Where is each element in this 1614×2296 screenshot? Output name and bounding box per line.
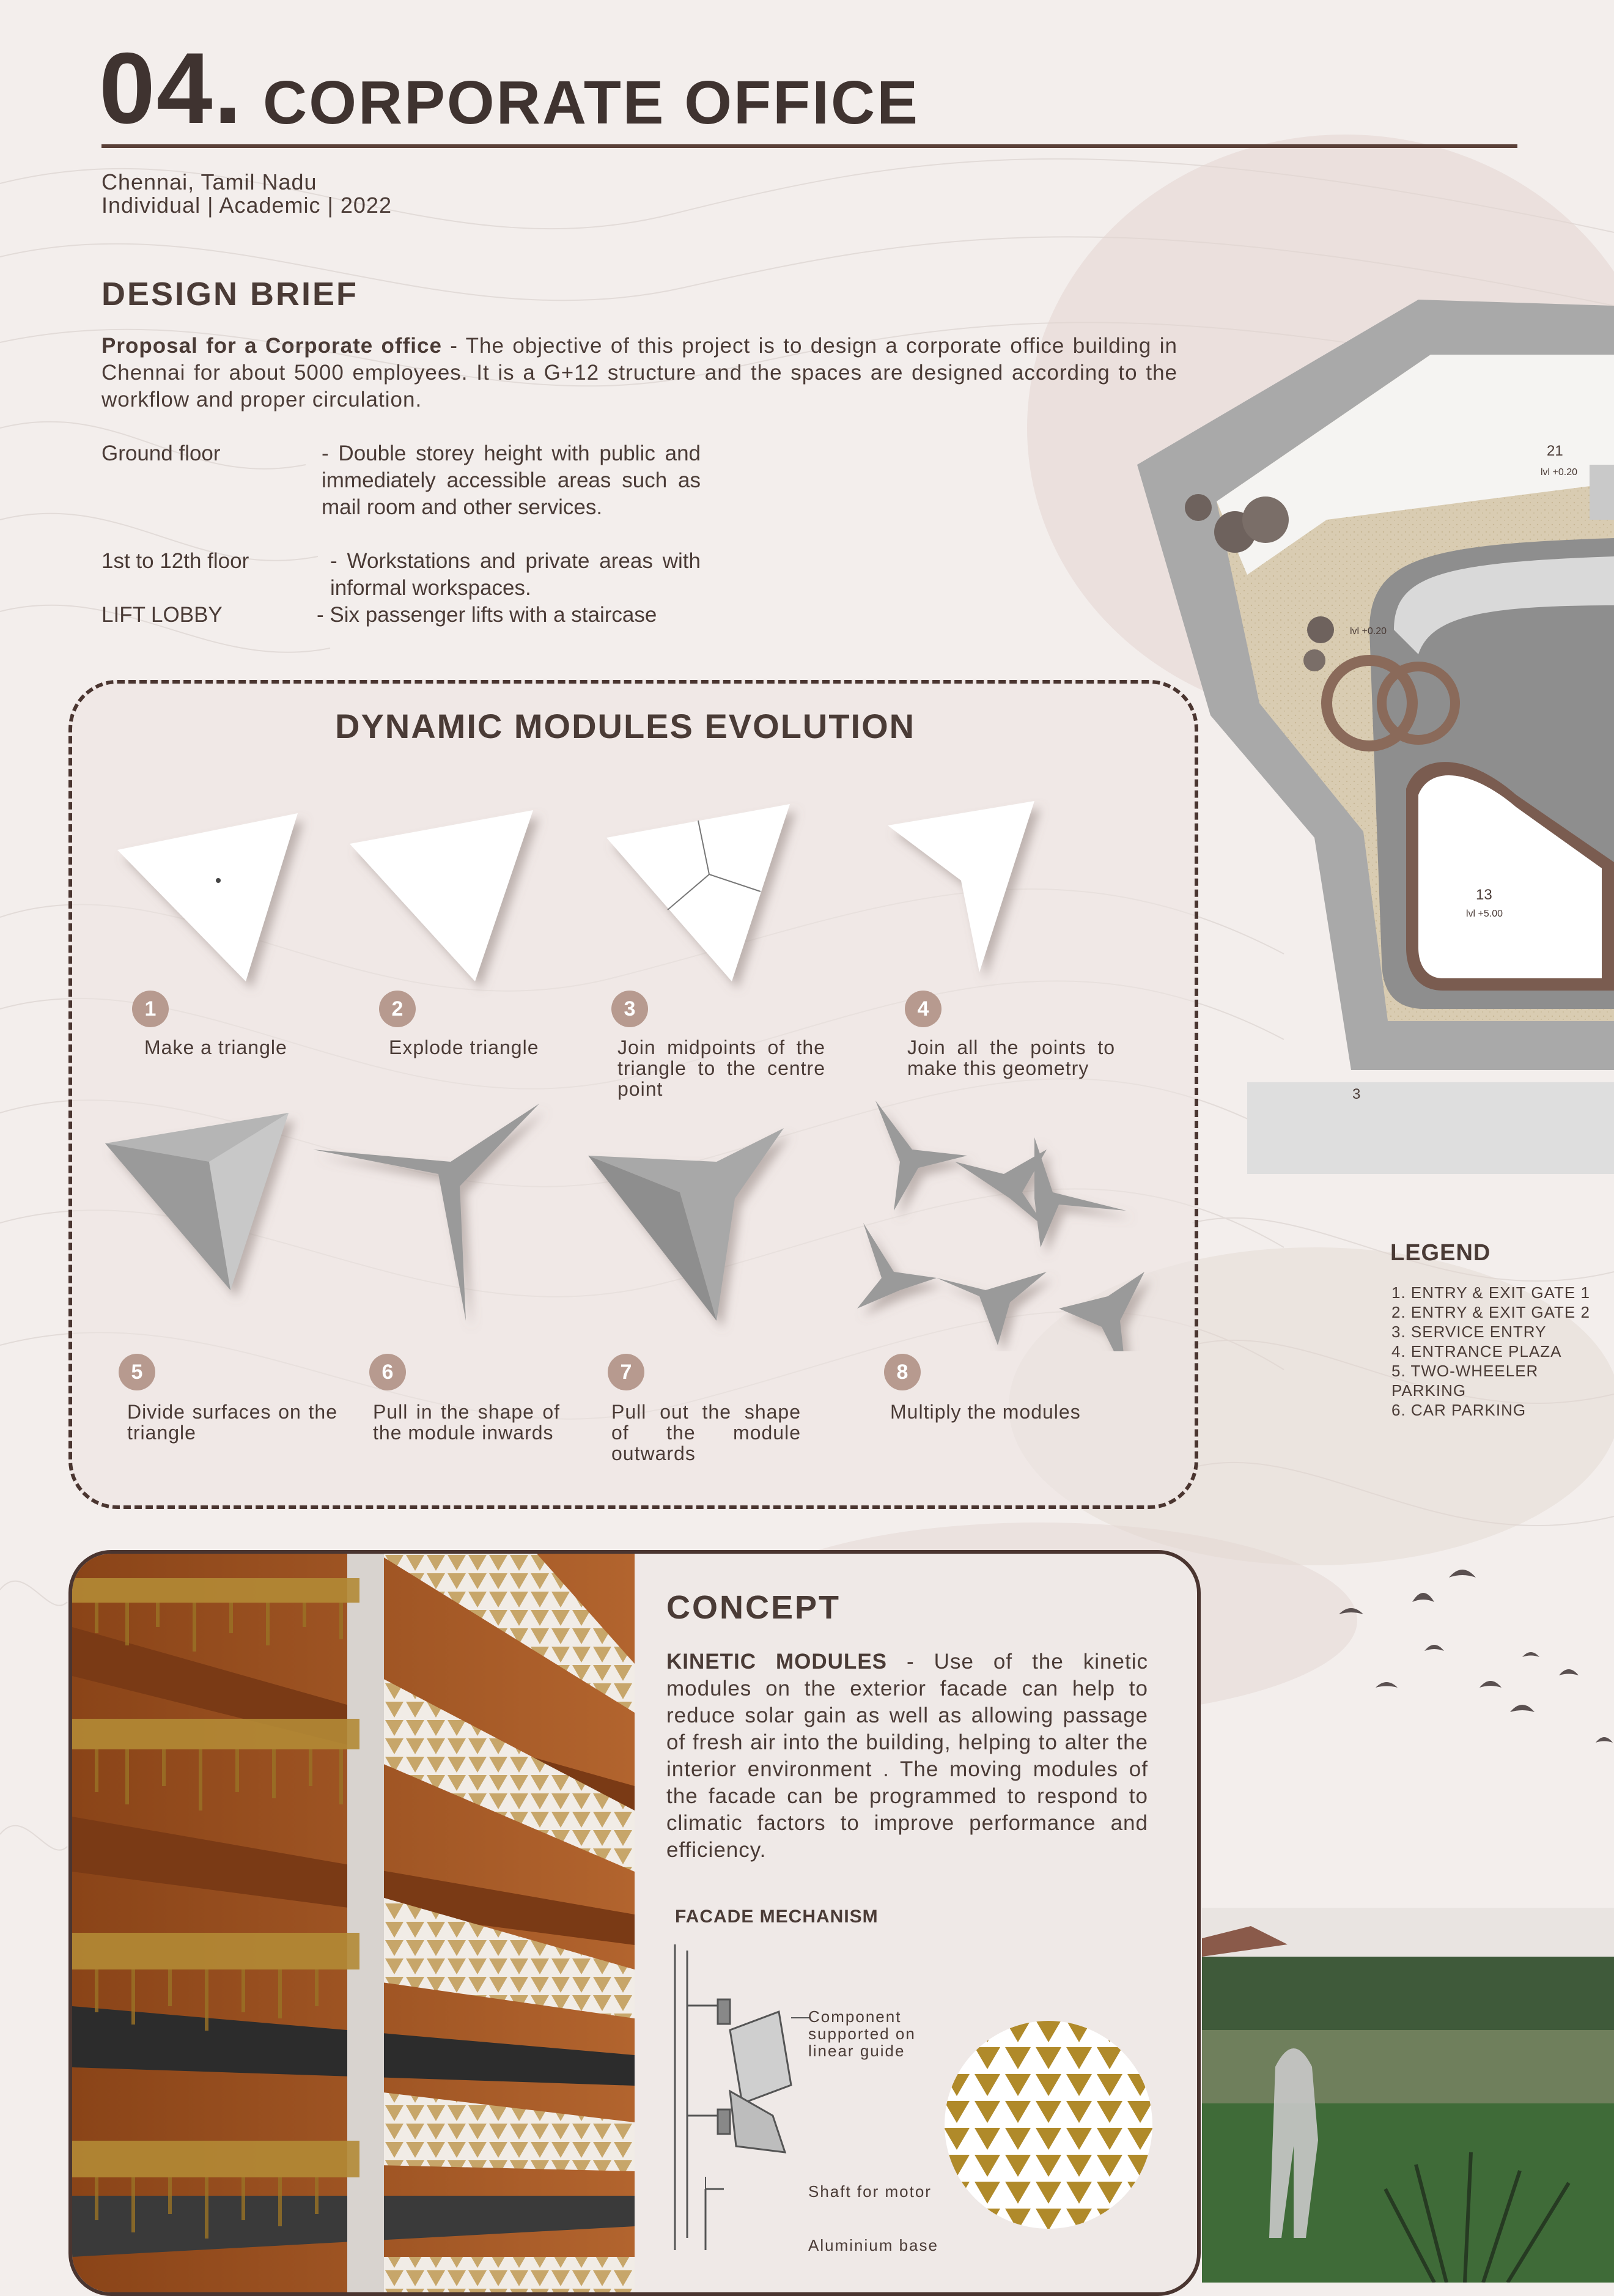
legend-item: 2. ENTRY & EXIT GATE 2: [1391, 1303, 1590, 1321]
step-label-3: Join midpoints of the triangle to the centre point: [617, 1036, 825, 1100]
legend-item: 4. ENTRANCE PLAZA: [1391, 1342, 1562, 1360]
project-number: 04.: [99, 32, 243, 144]
legend-list: [1391, 1283, 1612, 1420]
project-meta: Individual | Academic | 2022: [101, 193, 392, 218]
module-step-8-shape: [857, 1101, 1144, 1351]
birds-illustration: [1327, 1565, 1614, 1810]
site-label-13: 13: [1476, 887, 1492, 903]
facade-mechanism-heading: FACADE MECHANISM: [675, 1907, 879, 1927]
step-label-4: Join all the points to make this geometry: [907, 1036, 1115, 1079]
step-label-2: Explode triangle: [389, 1036, 539, 1058]
design-brief-text: [101, 333, 1177, 413]
concept-text: [666, 1648, 1148, 1864]
floor-label-ground: Ground floor: [101, 441, 221, 465]
site-label-21-level: lvl +0.20: [1541, 467, 1578, 478]
step-label-7: Pull out the shape of the module outwards: [611, 1401, 801, 1464]
design-brief-heading: DESIGN BRIEF: [101, 276, 359, 312]
module-step-6-shape: [313, 1104, 539, 1321]
mechanism-label-component: Component supported on linear guide: [808, 2007, 916, 2060]
facade-render: [72, 1554, 635, 2296]
step-badge-5: 5: [119, 1354, 155, 1390]
step-badge-4: 4: [905, 991, 942, 1027]
legend-item: 6. CAR PARKING: [1391, 1401, 1527, 1419]
step-badge-3: 3: [611, 991, 648, 1027]
site-label-13-level: lvl +5.00: [1466, 909, 1503, 919]
site-label-3: 3: [1352, 1086, 1361, 1102]
step-badge-2: 2: [379, 991, 416, 1027]
modules-heading: DYNAMIC MODULES EVOLUTION: [335, 707, 916, 745]
step-label-8: Multiply the modules: [890, 1401, 1081, 1423]
design-brief-body: - The objective of this project is to design a corporate office building in Chennai for about 5000 employees. It is a G+12 structure and the spaces are designed according to the workflow and proper circulation.: [101, 334, 1177, 412]
concept-body: - Use of the kinetic modules on the exterior facade can help to reduce solar gain as well as allowing passage of fresh air into the building, helping to alter the interior environment . The moving modules of the facade can be programmed to respond to climatic factors to improve performance and efficiency.: [666, 1650, 1148, 1862]
module-step-5-shape: [105, 1113, 289, 1290]
step-label-6: Pull in the shape of the module inwards: [373, 1401, 560, 1444]
module-step-7-shape: [588, 1128, 784, 1321]
legend-item: 5. TWO-WHEELER PARKING: [1391, 1362, 1539, 1400]
step-label-5: Divide surfaces on the triangle: [127, 1401, 337, 1444]
module-step-2-shape: [350, 810, 533, 981]
concept-heading: CONCEPT: [666, 1589, 841, 1626]
step-badge-8: 8: [884, 1354, 921, 1390]
concept-lead: KINETIC MODULES: [666, 1650, 888, 1674]
site-label-plaza-level: lvl +0.20: [1350, 626, 1387, 637]
floor-label-lift: LIFT LOBBY: [101, 603, 223, 627]
step-label-1: Make a triangle: [144, 1036, 287, 1058]
module-step-3-shape: [606, 804, 790, 981]
landscape-render: [1202, 1908, 1614, 2283]
module-pattern-circle: [942, 2018, 1155, 2232]
legend-item: 1. ENTRY & EXIT GATE 1: [1391, 1283, 1590, 1302]
legend-heading: LEGEND: [1390, 1240, 1491, 1266]
floor-label-upper: 1st to 12th floor: [101, 549, 249, 573]
floor-desc-lift: - Six passenger lifts with a staircase: [317, 603, 657, 627]
step-badge-1: 1: [132, 991, 169, 1027]
floor-desc-upper: - Workstations and private areas with informal workspaces.: [330, 549, 701, 600]
mechanism-label-base: Aluminium base: [808, 2236, 938, 2254]
legend-item: 3. SERVICE ENTRY: [1391, 1323, 1547, 1341]
project-title: CORPORATE OFFICE: [263, 68, 919, 137]
step-badge-7: 7: [608, 1354, 644, 1390]
module-step-4-shape: [888, 801, 1034, 972]
facade-mechanism-diagram: [669, 1932, 877, 2262]
design-brief-lead: Proposal for a Corporate office: [101, 334, 442, 358]
step-badge-6: 6: [369, 1354, 406, 1390]
module-step-1-shape: [117, 813, 298, 981]
floor-desc-ground: - Double storey height with public and immediately accessible areas such as mail room and other services.: [322, 441, 701, 519]
title-divider: [101, 144, 1517, 148]
project-location: Chennai, Tamil Nadu: [101, 169, 317, 194]
mechanism-label-shaft: Shaft for motor: [808, 2182, 932, 2201]
site-label-21: 21: [1547, 443, 1563, 459]
